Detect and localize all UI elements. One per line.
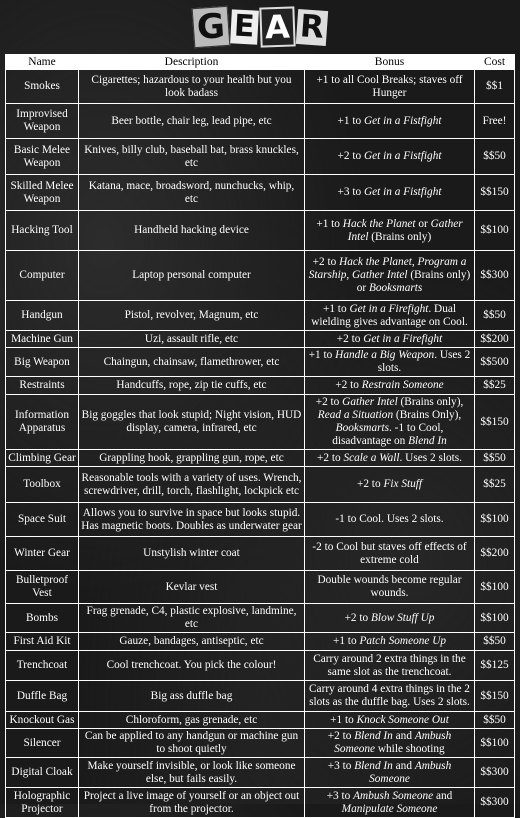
table-body (6, 70, 515, 818)
name-cell: Bulletproof Vest (6, 571, 79, 604)
table-row (6, 450, 515, 467)
name-cell: Hacking Tool (6, 211, 79, 251)
description-cell: Uzi, assault rifle, etc (79, 331, 305, 348)
bonus-cell: +2 to Scale a Wall. Uses 2 slots. (305, 450, 475, 467)
gear-table (5, 54, 515, 818)
bonus-cell: +2 to Get in a Firefight (305, 331, 475, 348)
description-cell: Make yourself invisible, or look like someone else, but fails easily. (79, 758, 305, 788)
name-cell: Machine Gun (6, 331, 79, 348)
cost-cell: $$150 (475, 395, 515, 450)
description-cell: Unstylish winter coat (79, 537, 305, 571)
name-cell: Digital Cloak (6, 758, 79, 788)
table-row (6, 331, 515, 348)
description-cell: Laptop personal computer (79, 251, 305, 301)
name-cell: First Aid Kit (6, 633, 79, 651)
bonus-cell: +1 to Knock Someone Out (305, 712, 475, 729)
bonus-cell: Double wounds become regular wounds. (305, 571, 475, 604)
table-row (6, 467, 515, 503)
bonus-cell: -1 to Cool. Uses 2 slots. (305, 503, 475, 537)
name-cell: Big Weapon (6, 348, 79, 377)
bonus-cell: +2 to Hack the Planet, Program a Starship, Gather Intel (Brains only) or Booksmarts (305, 251, 475, 301)
description-cell: Big goggles that look stupid; Night vision, HUD display, camera, infrared, etc (79, 395, 305, 450)
description-cell: Grappling hook, grappling gun, rope, etc (79, 450, 305, 467)
table-row (6, 377, 515, 395)
cost-cell: $$100 (475, 604, 515, 633)
bonus-cell: +3 to Get in a Fistfight (305, 175, 475, 211)
description-cell: Frag grenade, C4, plastic explosive, landmine, etc (79, 604, 305, 633)
bonus-cell: +1 to Get in a Firefight. Dual wielding gives advantage on Cool. (305, 301, 475, 331)
name-cell: Computer (6, 251, 79, 301)
table-row (6, 139, 515, 175)
table-row (6, 537, 515, 571)
cost-cell: $$150 (475, 681, 515, 712)
bonus-cell: +1 to Handle a Big Weapon. Uses 2 slots. (305, 348, 475, 377)
description-cell: Pistol, revolver, Magnum, etc (79, 301, 305, 331)
table-row (6, 301, 515, 331)
name-cell: Silencer (6, 729, 79, 758)
cost-cell: $$200 (475, 537, 515, 571)
table-row (6, 758, 515, 788)
cost-cell: $$200 (475, 331, 515, 348)
name-cell: Climbing Gear (6, 450, 79, 467)
cost-cell: $$50 (475, 712, 515, 729)
description-cell: Cool trenchcoat. You pick the colour! (79, 651, 305, 681)
cost-cell: $$100 (475, 211, 515, 251)
bonus-cell: +2 to Restrain Someone (305, 377, 475, 395)
description-cell: Beer bottle, chair leg, lead pipe, etc (79, 104, 305, 139)
description-cell: Handcuffs, rope, zip tie cuffs, etc (79, 377, 305, 395)
page-title (0, 4, 520, 50)
bonus-cell: +3 to Ambush Someone and Manipulate Someone (305, 788, 475, 818)
header-bonus: Bonus (305, 55, 475, 70)
bonus-cell: +1 to Get in a Fistfight (305, 104, 475, 139)
bonus-cell: +2 to Get in a Fistfight (305, 139, 475, 175)
cost-cell: $$150 (475, 175, 515, 211)
title-letter: R (295, 9, 327, 46)
name-cell: Improvised Weapon (6, 104, 79, 139)
cost-cell: $$300 (475, 788, 515, 818)
description-cell: Project a live image of yourself or an object out from the projector. (79, 788, 305, 818)
table-row (6, 681, 515, 712)
header-cost: Cost (475, 55, 515, 70)
name-cell: Holographic Projector (6, 788, 79, 818)
table-row (6, 729, 515, 758)
table-row (6, 712, 515, 729)
cost-cell: $$100 (475, 503, 515, 537)
cost-cell: $$100 (475, 729, 515, 758)
name-cell: Skilled Melee Weapon (6, 175, 79, 211)
name-cell: Restraints (6, 377, 79, 395)
description-cell: Gauze, bandages, antiseptic, etc (79, 633, 305, 651)
description-cell: Allows you to survive in space but looks stupid. Has magnetic boots. Doubles as underwater gear (79, 503, 305, 537)
name-cell: Bombs (6, 604, 79, 633)
name-cell: Toolbox (6, 467, 79, 503)
table-header-row (6, 55, 515, 70)
description-cell: Chaingun, chainsaw, flamethrower, etc (79, 348, 305, 377)
bonus-cell: +3 to Blend In and Ambush Someone (305, 758, 475, 788)
bonus-cell: +2 to Blow Stuff Up (305, 604, 475, 633)
cost-cell: $$50 (475, 139, 515, 175)
cost-cell: $$100 (475, 571, 515, 604)
cost-cell: $$50 (475, 633, 515, 651)
cost-cell: $$125 (475, 651, 515, 681)
table-row (6, 70, 515, 104)
name-cell: Trenchcoat (6, 651, 79, 681)
name-cell: Smokes (6, 70, 79, 104)
bonus-cell: +2 to Blend In and Ambush Someone while shooting (305, 729, 475, 758)
name-cell: Handgun (6, 301, 79, 331)
bonus-cell: +1 to Hack the Planet or Gather Intel (Brains only) (305, 211, 475, 251)
description-cell: Katana, mace, broadsword, nunchucks, whip, etc (79, 175, 305, 211)
table-row (6, 175, 515, 211)
cost-cell: $$25 (475, 377, 515, 395)
table-row (6, 211, 515, 251)
description-cell: Chloroform, gas grenade, etc (79, 712, 305, 729)
table-row (6, 104, 515, 139)
bonus-cell: +2 to Fix Stuff (305, 467, 475, 503)
name-cell: Winter Gear (6, 537, 79, 571)
bonus-cell: -2 to Cool but staves off effects of extreme cold (305, 537, 475, 571)
name-cell: Space Suit (6, 503, 79, 537)
description-cell: Knives, billy club, baseball bat, brass knuckles, etc (79, 139, 305, 175)
table-row (6, 395, 515, 450)
cost-cell: $$50 (475, 450, 515, 467)
header-description: Description (79, 55, 305, 70)
table-row (6, 503, 515, 537)
cost-cell: $$300 (475, 758, 515, 788)
description-cell: Reasonable tools with a variety of uses. Wrench, screwdriver, drill, torch, flashlight, lockpick etc (79, 467, 305, 503)
description-cell: Cigarettes; hazardous to your health but you look badass (79, 70, 305, 104)
bonus-cell: +2 to Gather Intel (Brains only), Read a Situation (Brains Only), Booksmarts. -1 to Cool, disadvantage on Blend In (305, 395, 475, 450)
table-row (6, 633, 515, 651)
cost-cell: $$300 (475, 251, 515, 301)
name-cell: Duffle Bag (6, 681, 79, 712)
description-cell: Handheld hacking device (79, 211, 305, 251)
bonus-cell: +1 to all Cool Breaks; staves off Hunger (305, 70, 475, 104)
cost-cell: Free! (475, 104, 515, 139)
description-cell: Big ass duffle bag (79, 681, 305, 712)
cost-cell: $$25 (475, 467, 515, 503)
bonus-cell: Carry around 2 extra things in the same slot as the trenchcoat. (305, 651, 475, 681)
table-row (6, 788, 515, 818)
table-row (6, 251, 515, 301)
name-cell: Knockout Gas (6, 712, 79, 729)
cost-cell: $$50 (475, 301, 515, 331)
name-cell: Basic Melee Weapon (6, 139, 79, 175)
table-row (6, 651, 515, 681)
cost-cell: $$500 (475, 348, 515, 377)
name-cell: Information Apparatus (6, 395, 79, 450)
table-row (6, 604, 515, 633)
bonus-cell: Carry around 4 extra things in the 2 slots as the duffle bag. Uses 2 slots. (305, 681, 475, 712)
bonus-cell: +1 to Patch Someone Up (305, 633, 475, 651)
description-cell: Kevlar vest (79, 571, 305, 604)
description-cell: Can be applied to any handgun or machine gun to shoot quietly (79, 729, 305, 758)
title-letter: E (231, 9, 259, 44)
table-row (6, 571, 515, 604)
cost-cell: $$1 (475, 70, 515, 104)
table-row (6, 348, 515, 377)
title-letter: A (259, 6, 295, 47)
title-letter: G (192, 6, 231, 48)
header-name: Name (6, 55, 79, 70)
